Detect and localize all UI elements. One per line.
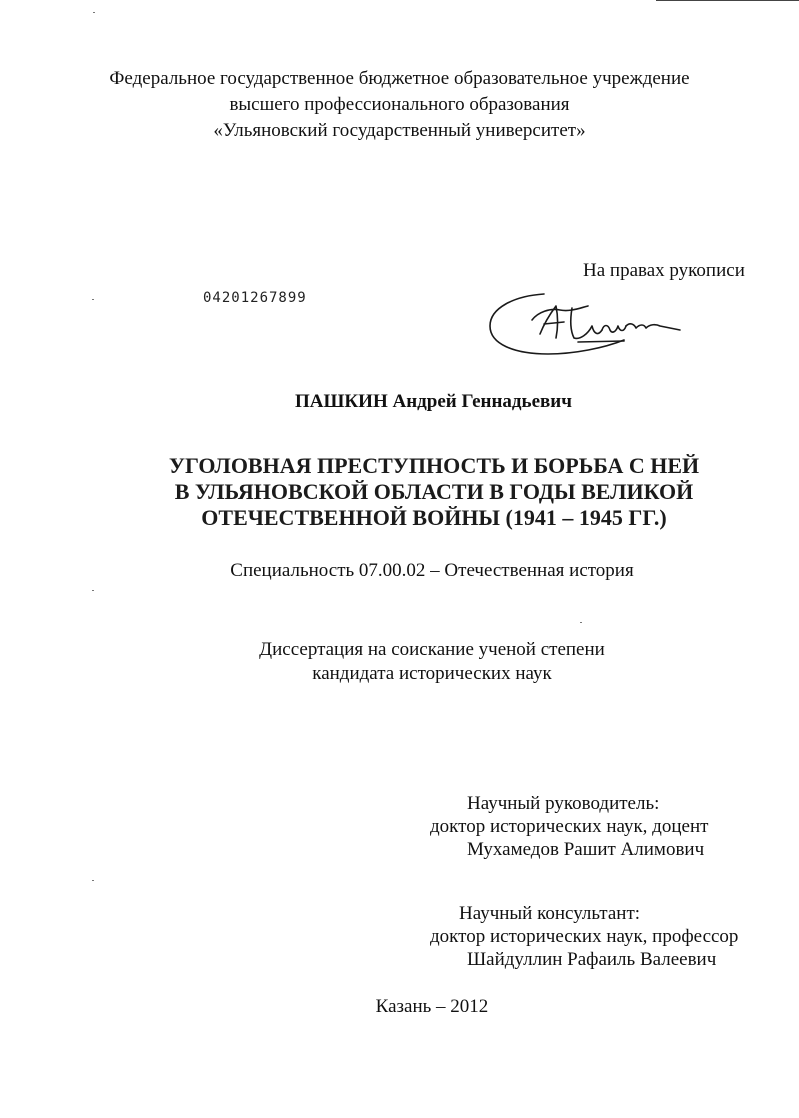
scan-dot [92,880,94,881]
scan-dot [92,299,94,300]
institution-line-3: «Ульяновский государственный университет» [213,120,586,141]
catalog-number: 04201267899 [203,290,307,306]
signature [484,290,684,358]
institution-line-2: высшего профессионального образования [229,94,570,115]
scan-dot [580,622,582,623]
supervisor-name: Мухамедов Рашит Алимович [467,839,705,860]
dissertation-degree [0,638,799,686]
institution-header [0,66,799,144]
scan-dot [92,590,94,591]
dissertation-title [0,453,799,531]
consultant-name: Шайдуллин Рафаиль Валеевич [467,949,717,970]
title-line-1: УГОЛОВНАЯ ПРЕСТУПНОСТЬ И БОРЬБА С НЕЙ [168,453,700,478]
consultant-degree: доктор исторических наук, профессор [430,926,739,947]
supervisor-role: Научный руководитель: [467,793,660,814]
title-line-3: ОТЕЧЕСТВЕННОЙ ВОЙНЫ (1941 – 1945 ГГ.) [201,505,667,530]
rights-notice: На правах рукописи [583,260,745,281]
consultant-role: Научный консультант: [459,903,641,924]
author-name: ПАШКИН Андрей Геннадьевич [295,391,572,412]
supervisor-degree: доктор исторических наук, доцент [430,816,709,837]
specialty: Специальность 07.00.02 – Отечественная история [230,560,634,581]
scan-edge-line [656,0,799,1]
city-year: Казань – 2012 [375,996,489,1017]
scan-dot [93,12,95,13]
institution-line-1: Федеральное государственное бюджетное образовательное учреждение [109,68,690,89]
dissertation-line-2: кандидата исторических наук [312,663,552,684]
title-line-2: В УЛЬЯНОВСКОЙ ОБЛАСТИ В ГОДЫ ВЕЛИКОЙ [174,479,694,504]
dissertation-line-1: Диссертация на соискание ученой степени [259,639,605,660]
